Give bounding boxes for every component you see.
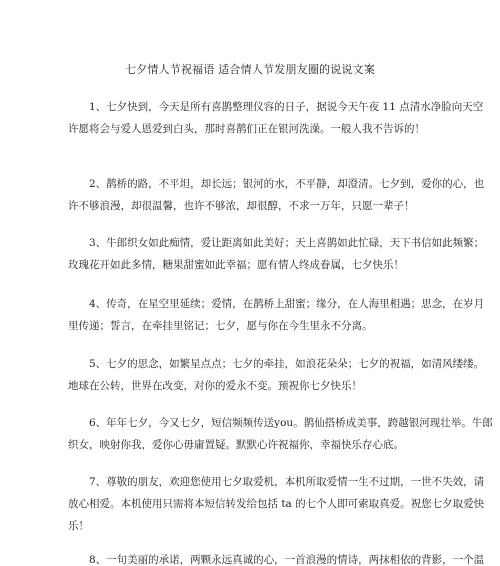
paragraph-line: 许愿将会与爱人恩爱到白头，那时喜鹊们正在银河洗澡。一般人我不告诉的！	[68, 123, 425, 135]
paragraph-4	[68, 293, 485, 337]
document-title: 七夕情人节祝福语 适合情人节发朋友圈的说说文案	[124, 63, 376, 76]
paragraph-line: 织女，映射你我，爱你心毋庸置疑。默默心许祝福你，幸福快乐存心底。	[68, 439, 404, 451]
paragraph-line: 放心相爱。本机使用只需将本短信转发给包括 ta 的七个人即可索取真爱。祝您七夕取爱快	[68, 498, 485, 510]
paragraph-line: 2、鹊桥的路，不平坦，却长远；银河的水，不平静，却澄清。七夕到，爱你的心，也	[89, 178, 485, 190]
paragraph-line: 7、尊敬的朋友，欢迎您使用七夕取爱机，本机所取爱情一生不过期，一世不失效，请	[89, 476, 485, 488]
paragraph-line: 4、传奇，在星空里延续；爱情，在鹊桥上甜蜜；缘分，在人海里相遇；思念，在岁月	[89, 298, 485, 310]
paragraph-line: 8、一句美丽的承诺，两颗永远真诚的心，一首浪漫的情诗，两抹相依的背影，一个温	[89, 554, 485, 566]
paragraph-2	[68, 173, 485, 217]
paragraph-3	[68, 232, 485, 276]
paragraph-line: 5、七夕的思念，如繁星点点；七夕的牵挂，如浪花朵朵；七夕的祝福，如清风缕缕。	[89, 358, 485, 370]
paragraph-line: 乐！	[68, 520, 89, 532]
paragraph-line: 里传递；誓言，在牵挂里铭记；七夕，愿与你在今生里永不分离。	[68, 320, 373, 332]
paragraph-line: 地球在公转，世界在改变，对你的爱永不变。预祝你七夕快乐！	[68, 380, 362, 392]
paragraph-line: 3、牛郎织女如此痴情，爱让距离如此美好；天上喜鹊如此忙碌，天下书信如此频繁；	[89, 237, 485, 249]
paragraph-line: 6、年年七夕，今又七夕，短信频频传送you。鹊仙搭桥成美事，跨越银河现壮举。牛郎	[89, 417, 493, 429]
paragraph-line: 玫瑰花开如此多情，糖果甜蜜如此幸福；愿有情人终成眷属，七夕快乐！	[68, 259, 404, 271]
paragraph-line: 许不够浪漫，却很温馨，也许不够浓，却很醇，不求一万年，只愿一辈子！	[68, 200, 415, 212]
paragraph-line: 1、七夕快到，今天是所有喜鹊整理仪容的日子，据说今天午夜 11 点清水净脸向天空	[89, 101, 484, 113]
paragraph-1	[68, 96, 484, 140]
paragraph-7	[68, 471, 485, 537]
paragraph-8	[68, 549, 485, 566]
paragraph-5	[68, 353, 485, 397]
paragraph-6	[68, 412, 493, 456]
